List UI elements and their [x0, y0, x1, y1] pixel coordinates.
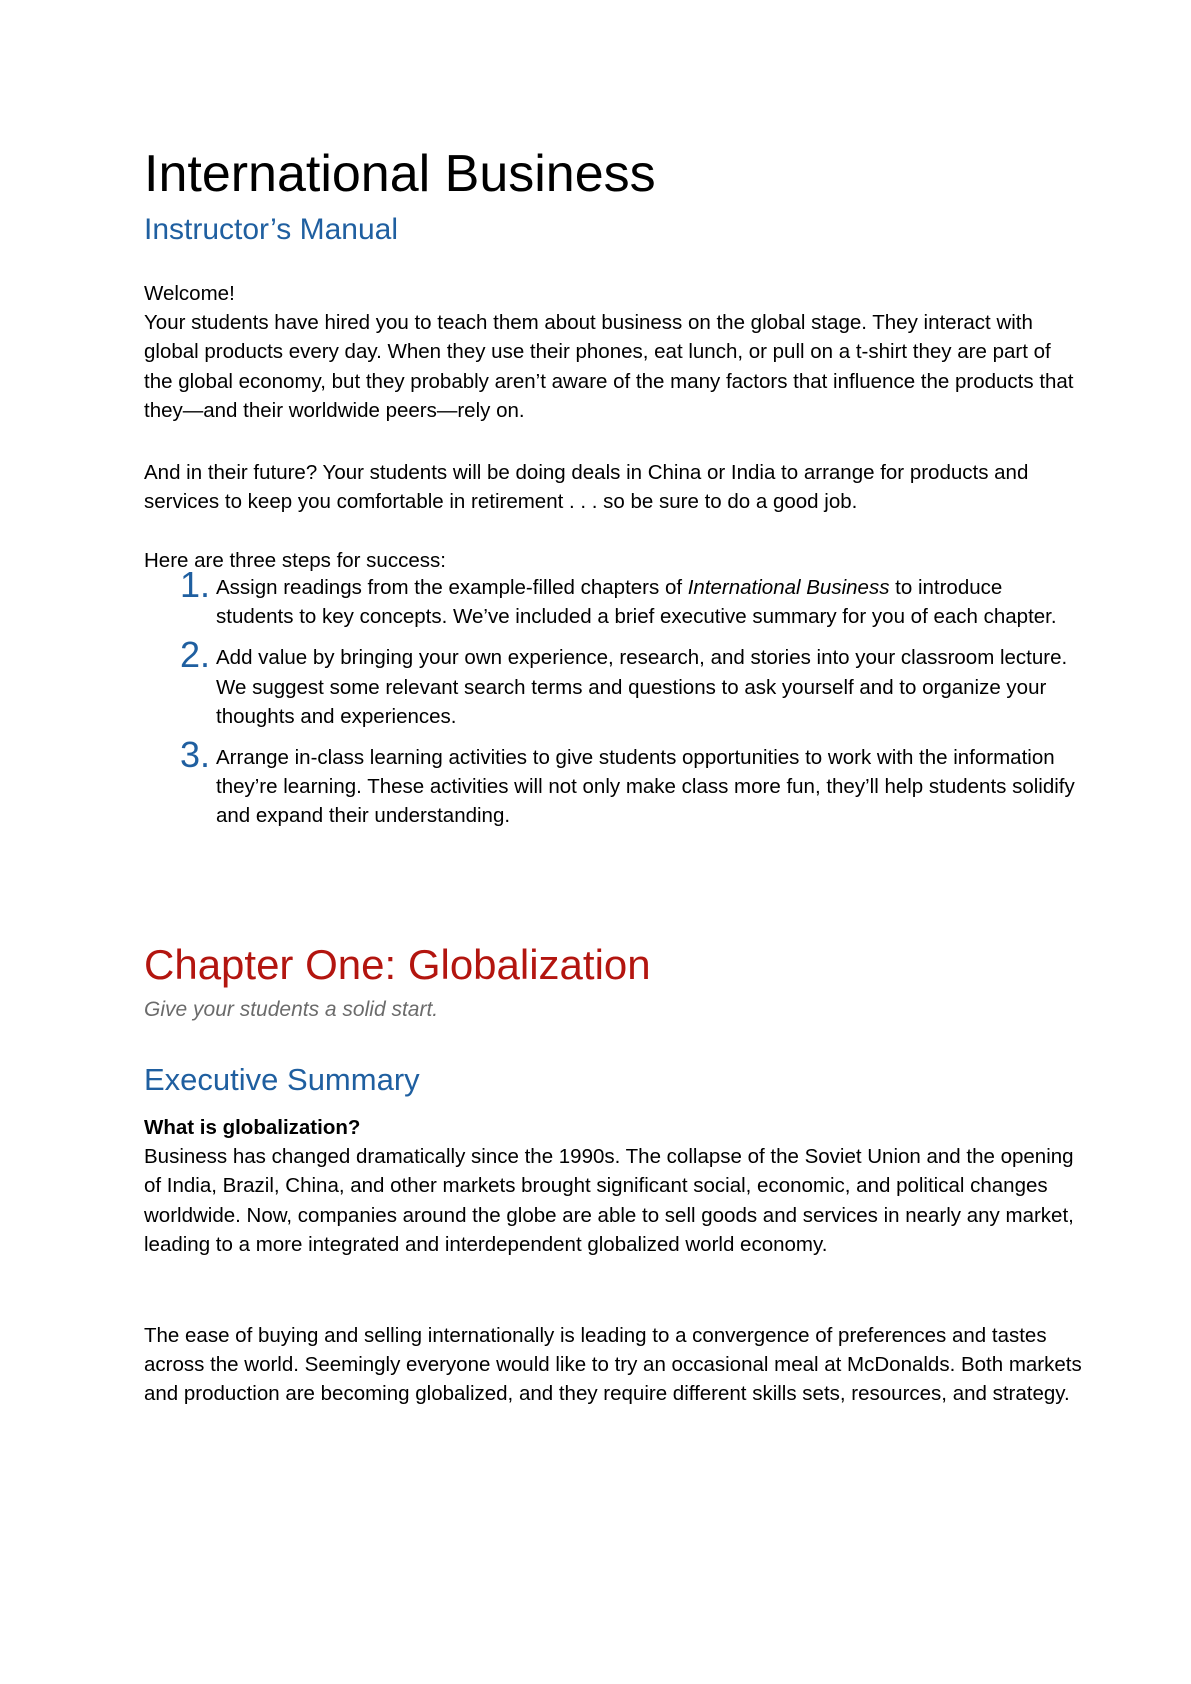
- steps-intro-section: [144, 546, 1084, 575]
- step-number: 3.: [180, 734, 211, 776]
- document-title: International Business: [144, 145, 656, 203]
- summary-paragraph: Business has changed dramatically since the 1990s. The collapse of the Soviet Union and the opening of India, Brazil, China, and other markets brought significant social, economic, and political changes worldwide. Now, companies around the globe are able to sell goods and services in nearly any market, leading to a more integrated and interdependent globalized world economy.: [144, 1145, 1074, 1256]
- book-title: International Business: [687, 576, 890, 599]
- chapter-tagline: Give your students a solid start.: [144, 998, 439, 1021]
- intro-section: [144, 279, 1084, 425]
- section-title: Executive Summary: [144, 1062, 420, 1097]
- step-text: Arrange in-class learning activities to give students opportunities to work with the information they’re learning. These activities will not only make class more fun, they’ll help students solidify and expand their understanding.: [216, 746, 1075, 828]
- future-section: [144, 458, 1084, 516]
- welcome-line: Welcome!: [144, 282, 235, 305]
- step-number: 1.: [180, 564, 211, 605]
- list-item: [180, 734, 1084, 831]
- step-text: Add value by bringing your own experience, research, and stories into your classroom lecture. We suggest some relevant search terms and questions to ask yourself and to organize your thoughts and experiences.: [216, 646, 1068, 728]
- chapter-title: Chapter One: Globalization: [144, 941, 651, 988]
- intro-paragraph: Your students have hired you to teach them about business on the global stage. They interact with global products every day. When they use their phones, eat lunch, or pull on a t-shirt they are part of the global economy, but they probably aren’t aware of the many factors that influence the products that they—and their worldwide peers—rely on.: [144, 311, 1074, 422]
- summary-section: [144, 1113, 1084, 1259]
- step-number: 2.: [180, 634, 211, 676]
- summary-section-2: [144, 1321, 1084, 1409]
- summary-paragraph-2: The ease of buying and selling internationally is leading to a convergence of preferences and tastes across the world. Seemingly everyone would like to try an occasional meal at McDonalds. Both markets and production are becoming globalized, and they require different skills sets, resources, and strategy.: [144, 1324, 1082, 1406]
- future-paragraph: And in their future? Your students will be doing deals in China or India to arrange for products and services to keep you comfortable in retirement . . . so be sure to do a good job.: [144, 461, 1029, 514]
- question-heading: What is globalization?: [144, 1116, 361, 1139]
- steps-list: [180, 564, 1084, 843]
- document-subtitle: Instructor’s Manual: [144, 213, 399, 246]
- step-text: Assign readings from the example-filled chapters of International Business to introduce students to key concepts. We’ve included a brief executive summary for you of each chapter.: [216, 576, 1057, 629]
- list-item: [180, 634, 1084, 731]
- list-item: [180, 564, 1084, 631]
- steps-intro: Here are three steps for success:: [144, 549, 446, 572]
